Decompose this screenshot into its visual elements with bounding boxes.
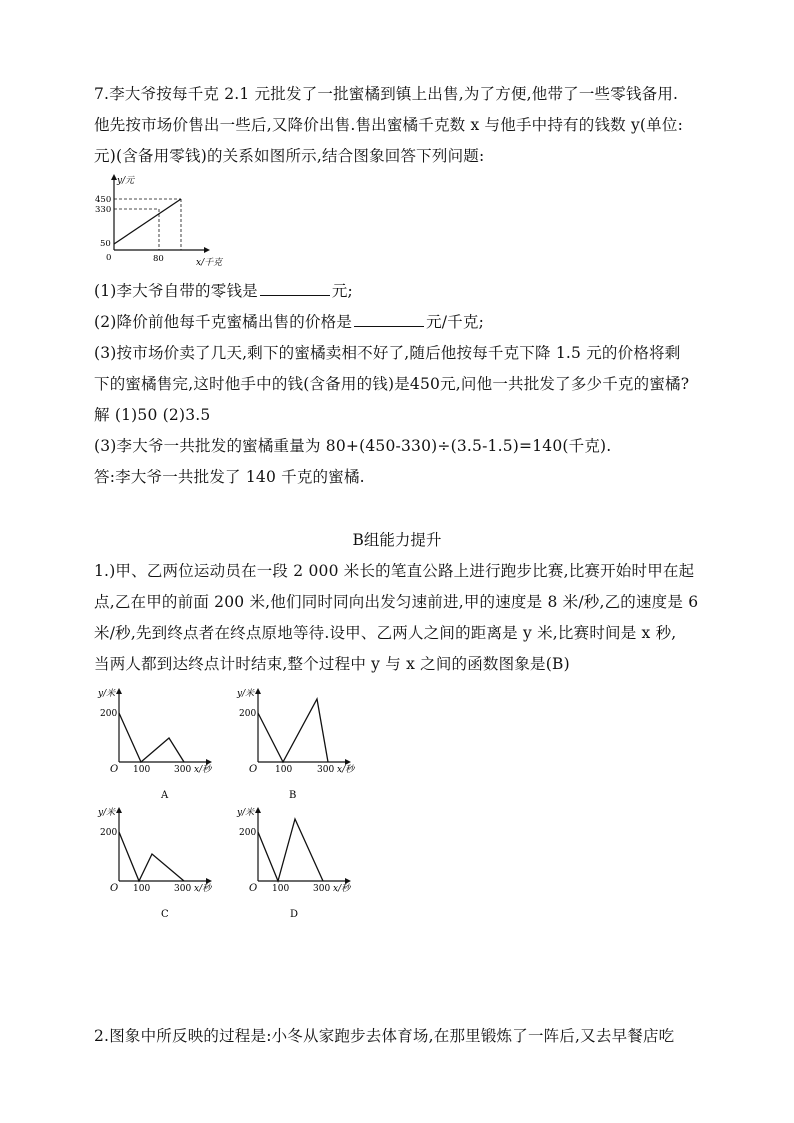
- b-q1-line-2: 点,乙在甲的前面 200 米,他们同时同向出发匀速前进,甲的速度是 8 米/秒,乙的速度是 6: [94, 593, 699, 611]
- b-q2-line-1: 2.图象中所反映的过程是:小冬从家跑步去体育场,在那里锻炼了一阵后,又去早餐店吃: [94, 1027, 675, 1045]
- q7-sub-2-text: (2)降价前他每千克蜜橘出售的价格是: [94, 313, 353, 331]
- graph-c-origin: O: [110, 883, 119, 894]
- graph-a-y200: 200: [100, 709, 118, 719]
- graph-b-ylabel: y/米: [237, 689, 255, 699]
- graph-d: [233, 805, 373, 923]
- graph-d-xlabel: x/秒: [333, 884, 351, 894]
- graph-a: [94, 686, 234, 804]
- graph-b-origin: O: [249, 764, 258, 775]
- graph-d-x300: 300: [313, 884, 331, 894]
- graph-a-xlabel: x/秒: [194, 765, 212, 775]
- graph-a-origin: O: [110, 764, 119, 775]
- graph-a-x300: 300: [174, 765, 192, 775]
- graph-c-x300: 300: [174, 884, 192, 894]
- q7-line-3: 元)(含备用零钱)的关系如图所示,结合图象回答下列问题:: [94, 147, 485, 165]
- q7-graph-ytick-50: 50: [100, 239, 111, 249]
- graph-b-x100: 100: [275, 765, 293, 775]
- q7-sub-1-blank: [260, 281, 330, 296]
- graph-c-y200: 200: [100, 828, 118, 838]
- graph-a-ylabel: y/米: [98, 689, 116, 699]
- section-b-title: B组能力提升: [352, 531, 442, 549]
- q7-solution-2: (3)李大爷一共批发的蜜橘重量为 80+(450-330)÷(3.5-1.5)=140(千克).: [94, 437, 612, 455]
- graph-b-x300: 300: [317, 765, 335, 775]
- graph-d-label: D: [290, 909, 299, 920]
- b-q1-line-3: 米/秒,先到终点者在终点原地等待.设甲、乙两人之间的距离是 y 米,比赛时间是 x 秒,: [94, 624, 677, 642]
- q7-sub-2-blank: [354, 312, 424, 327]
- graph-b-xlabel: x/秒: [337, 765, 355, 775]
- graph-c-label: C: [161, 909, 169, 920]
- q7-sub-3-line-1: (3)按市场价卖了几天,剩下的蜜橘卖相不好了,随后他按每千克下降 1.5 元的价格将剩: [94, 344, 681, 362]
- graph-a-x100: 100: [133, 765, 151, 775]
- b-q1-line-1: 1.)甲、乙两位运动员在一段 2 000 米长的笔直公路上进行跑步比赛,比赛开始时甲在起: [94, 562, 695, 580]
- q7-sub-3-line-2: 下的蜜橘售完,这时他手中的钱(含备用的钱)是450元,问他一共批发了多少千克的蜜橘?: [94, 375, 690, 393]
- q7-line-2: 他先按市场价售出一些后,又降价出售.售出蜜橘千克数 x 与他手中持有的钱数 y(单位:: [94, 116, 684, 134]
- q7-line-1: 7.李大爷按每千克 2.1 元批发了一批蜜橘到镇上出售,为了方便,他带了一些零钱备用.: [94, 85, 679, 103]
- graph-c-x100: 100: [133, 884, 151, 894]
- q7-graph-ytick-450: 450: [95, 195, 112, 205]
- graph-b: [233, 686, 373, 804]
- graph-c: [94, 805, 234, 923]
- q7-sub-1-unit: 元;: [331, 282, 353, 300]
- q7-graph: [94, 172, 223, 272]
- graph-d-y200: 200: [239, 828, 257, 838]
- q7-answer: 答:李大爷一共批发了 140 千克的蜜橘.: [94, 468, 365, 486]
- graph-a-label: A: [161, 790, 169, 801]
- graph-c-xlabel: x/秒: [194, 884, 212, 894]
- q7-sub-1-text: (1)李大爷自带的零钱是: [94, 282, 258, 300]
- b-q1-line-4: 当两人都到达终点计时结束,整个过程中 y 与 x 之间的函数图象是(B): [94, 655, 570, 673]
- q7-graph-origin: 0: [106, 253, 112, 263]
- graph-c-ylabel: y/米: [98, 808, 116, 818]
- graph-b-y200: 200: [239, 709, 257, 719]
- graph-b-label: B: [289, 790, 297, 801]
- q7-sub-2: [94, 312, 484, 332]
- q7-graph-ytick-330: 330: [95, 205, 112, 215]
- graph-d-x100: 100: [272, 884, 290, 894]
- graph-d-origin: O: [249, 883, 258, 894]
- q7-sub-1: [94, 281, 353, 301]
- q7-graph-xtick-80: 80: [153, 254, 164, 264]
- q7-graph-ylabel: y/元: [117, 176, 135, 186]
- q7-solution-1: 解 (1)50 (2)3.5: [94, 406, 211, 424]
- graph-d-ylabel: y/米: [237, 808, 255, 818]
- q7-graph-xlabel: x/千克: [196, 258, 223, 268]
- q7-sub-2-unit: 元/千克;: [426, 313, 485, 331]
